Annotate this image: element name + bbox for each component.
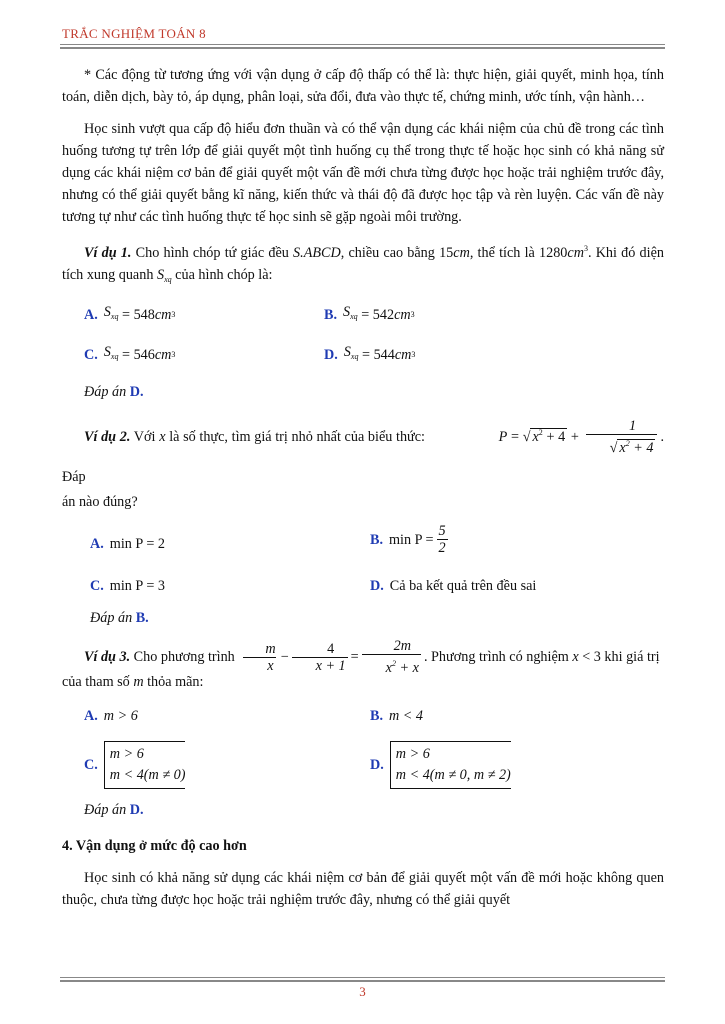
example-3-option-d[interactable]: D. m > 6 m < 4(m ≠ 0, m ≠ 2) [370, 741, 511, 789]
example-1-option-b[interactable]: B. $S_{xq}$ = 542 cm 3 [324, 304, 415, 323]
example-2-option-c[interactable]: C. min P = 3 [90, 578, 165, 595]
example-3-question: Ví dụ 3. Cho phương trình $\frac{m}{x}$ − $\frac{4}{x + 1}$ = $\frac{2m}{x^2 + x}$ . Phương trình có nghiệm x < 3 khi giá trị [84, 638, 660, 677]
example-3-label: Ví dụ 3. [84, 649, 131, 666]
example-2-option-a[interactable]: A. min P = 2 [90, 536, 165, 553]
example-2-question: Ví dụ 2. Với x là số thực, tìm giá trị nhỏ nhất của biểu thức: P = √ $x^2 + 4$ + $\frac{1}{√ x^2 + 4}$ . Đáp [62, 418, 665, 486]
example-3-option-c[interactable]: C. m > 6 m < 4(m ≠ 0) [84, 741, 185, 789]
header-rule [60, 44, 665, 49]
footer-rule [60, 977, 665, 982]
example-1-answer: Đáp án D. [84, 384, 144, 400]
example-1-options-row2 [62, 337, 664, 377]
example-1-option-a[interactable]: A. $S_{xq}$ = 548 cm 3 [84, 304, 176, 323]
example-1-option-d[interactable]: D. $S_{xq}$ = 544 cm 3 [324, 344, 416, 363]
example-3-option-b[interactable]: B. m < 4 [370, 708, 424, 725]
example-1-options-row1 [62, 297, 664, 337]
example-1-question: Ví dụ 1. Cho hình chóp tứ giác đều S.ABCD, chiều cao bằng 15cm, thể tích là $1280cm^3$. Khi đó diện tích xung quanh $S_{xq}$ của hình chóp là: [62, 244, 664, 284]
example-3-question-cont: của tham số m thỏa mãn: [62, 674, 204, 691]
paragraph-verbs: * Các động từ tương ứng với vận dụng ở cấp độ thấp có thể là: thực hiện, giải quyết, minh họa, tính toán, diễn dịch, bày tỏ, áp dụng, phân loại, sửa đổi, đưa vào thực tế, chứng minh, ước tính, vận hành… [62, 67, 664, 105]
example-1-label: Ví dụ 1. [84, 245, 132, 261]
page-header-title: TRẮC NGHIỆM TOÁN 8 [62, 26, 206, 41]
page-content [62, 64, 664, 911]
example-2-label: Ví dụ 2. [84, 429, 131, 445]
example-2-options-row1 [62, 523, 664, 569]
example-2-options-row2 [62, 569, 664, 603]
paragraph-description: Học sinh vượt qua cấp độ hiểu đơn thuần và có thể vận dụng các khái niệm của chủ đề trong các tình huống tương tự trên lớp để giải quyết một tình huống cụ thể trong thực tế hoặc học sinh có khả năng sử dụng các khái niệm cơ bản để giải quyết một vấn đề mới chưa từng được học hoặc trải nghiệm trước đây, nhưng có thể giải quyết bằng kĩ năng, kiến thức và thái độ đã được học tập và rèn luyện. Các vấn đề này tương tự như các tình huống thực tế học sinh sẽ gặp ngoài môi trường. [62, 121, 664, 225]
example-3-answer: Đáp án D. [84, 802, 144, 819]
example-3-option-a[interactable]: A. m > 6 [84, 708, 138, 725]
example-1-option-c[interactable]: C. $S_{xq}$ = 546 cm 3 [84, 344, 176, 363]
example-2-option-d[interactable]: D. Cả ba kết quả trên đều sai [370, 578, 537, 595]
example-2-answer: Đáp án B. [90, 610, 149, 627]
section-4-text: Học sinh có khả năng sử dụng các khái niệm cơ bản để giải quyết một vấn đề mới hoặc không quen thuộc, chưa từng được học hoặc trải nghiệm trước đây, nhưng có thể giải quyết [62, 870, 664, 909]
example-2-question-cont: án nào đúng? [62, 494, 138, 511]
example-3-options-row2 [62, 737, 664, 793]
page-number: 3 [359, 984, 366, 999]
example-2-option-b[interactable]: B. min P = $\frac{5}{2}$ [370, 523, 446, 557]
section-4-heading: 4. Vận dụng ở mức độ cao hơn [62, 838, 247, 855]
example-3-options-row1 [62, 701, 664, 737]
